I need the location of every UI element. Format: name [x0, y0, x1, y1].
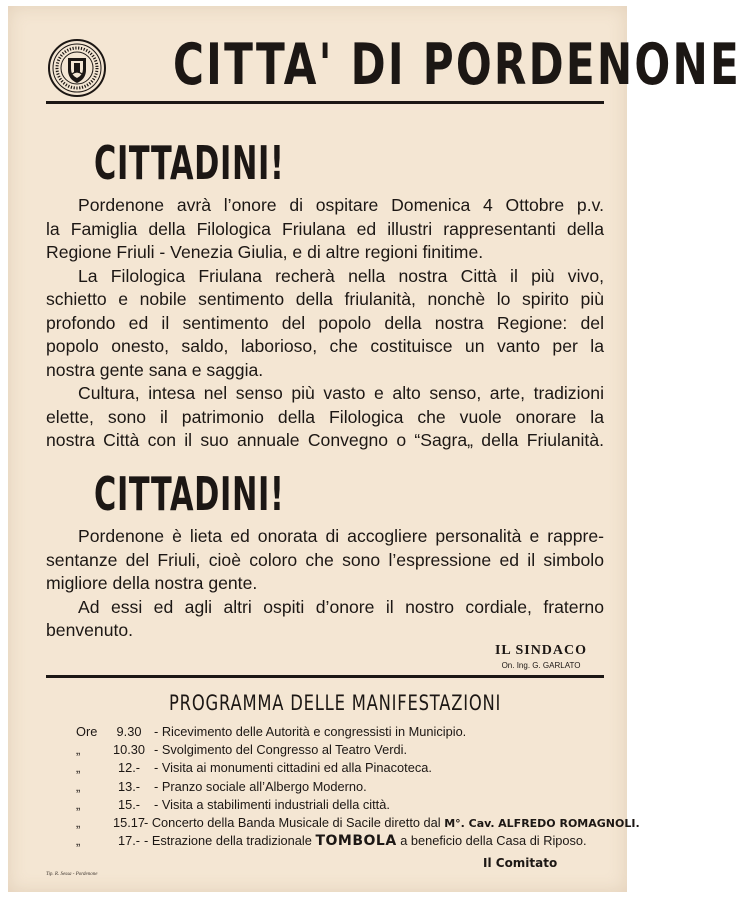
program-row-desc: - Visita a stabilimenti industriali della città. — [154, 796, 390, 812]
program-row-prefix: „ — [76, 760, 81, 776]
section2-line: benvenuto. — [46, 620, 134, 640]
section1-line: La Filologica Friulana recherà nella nostra Città il più vivo, — [78, 265, 604, 286]
section1-line: profondo ed il sentimento del popolo della nostra Regione: del — [46, 312, 604, 333]
printer-imprint: Tip. R. Sessa - Pordenone — [46, 872, 98, 877]
seal-icon — [50, 41, 104, 95]
section2-line: Pordenone è lieta ed onorata di accogliere personalità e rappre- — [78, 526, 604, 546]
program-row-text: a beneficio della Casa di Riposo. — [400, 833, 587, 849]
program-row-prefix: „ — [76, 814, 81, 830]
program-row — [76, 741, 606, 759]
program-row — [76, 759, 606, 777]
program-row-prefix: „ — [76, 833, 81, 849]
section1-line: nostra Città con il suo annuale Convegno o “Sagra„ della Friulanità. — [46, 430, 604, 450]
program-row-desc: - Visita ai monumenti cittadini ed alla Pinacoteca. — [154, 760, 432, 776]
program-row-time: 12.- — [117, 760, 141, 776]
section2-line: Ad essi ed agli altri ospiti d’onore il nostro cordiale, fraterno — [78, 596, 604, 617]
poster-sheet — [8, 6, 741, 892]
committee-signature: Il Comitato — [483, 856, 558, 870]
signature-name: On. Ing. G. GARLATO — [501, 661, 581, 670]
program-row-time: 9.30 — [116, 724, 142, 739]
tombola-highlight: TOMBOLA — [315, 833, 397, 850]
section1-line: popolo onesto, saldo, laborioso, che costituisce un vanto per la — [46, 336, 604, 356]
section1-line: Cultura, intesa nel senso più vasto e alto senso, arte, tradizioni — [78, 383, 604, 403]
section1-text — [46, 194, 604, 453]
section1-line: elette, sono il patrimonio della Filologica che vuole onorare la — [46, 406, 604, 427]
section2-text — [46, 525, 604, 643]
program-title: PROGRAMMA DELLE MANIFESTAZIONI — [169, 691, 502, 715]
top-divider — [46, 101, 604, 104]
program-row-time: 15.- — [117, 796, 141, 812]
section2-line: migliore della nostra gente. — [46, 573, 258, 593]
city-title: CITTA' DI PORDENONE — [173, 32, 741, 98]
signature-title: IL SINDACO — [494, 643, 588, 658]
section1-line: Pordenone avrà l’onore di ospitare Domenica 4 Ottobre p.v. — [78, 195, 604, 215]
city-seal-emblem — [48, 39, 106, 97]
program-row — [76, 723, 606, 741]
program-row-text: - Estrazione della tradizionale — [144, 833, 312, 849]
program-row-desc: - Pranzo sociale all’Albergo Moderno. — [154, 778, 367, 794]
section1-line: la Famiglia della Filologica Friulana ed illustri rappresentanti della — [46, 218, 604, 239]
section1-line: nostra gente sana e saggia. — [46, 359, 264, 380]
program-row-time: 10.30 — [112, 742, 146, 758]
program-row-desc: - Svolgimento del Congresso al Teatro Verdi. — [154, 742, 407, 758]
conductor-name: ALFREDO ROMAGNOLI. — [498, 816, 640, 830]
section1-line: Regione Friuli - Venezia Giulia, e di altre regioni finitime. — [46, 242, 484, 262]
program-row-time: 17.- — [117, 833, 141, 849]
program-row-prefix: „ — [76, 742, 81, 758]
program-row-text: - Concerto della Banda Musicale di Sacile diretto dal — [144, 814, 441, 830]
program-row-desc: - Ricevimento delle Autorità e congressisti in Municipio. — [154, 724, 467, 739]
section1-line: schietto e nobile sentimento della friulanità, nonchè lo spirito più — [46, 289, 604, 309]
program-row — [76, 778, 606, 796]
program-row-prefix: Ore — [76, 724, 98, 739]
program-list — [76, 723, 640, 850]
section1-heading: CITTADINI! — [94, 136, 285, 190]
program-row-time: 15.17 — [112, 814, 146, 830]
program-row-prefix: „ — [76, 778, 81, 794]
program-row-time: 13.- — [117, 778, 141, 794]
program-row-desc — [144, 832, 587, 850]
program-row-prefix: „ — [76, 796, 81, 812]
program-row — [76, 832, 606, 850]
program-row — [76, 814, 640, 832]
conductor-honorific: M°. Cav. — [444, 816, 495, 830]
program-row — [76, 796, 606, 814]
section2-line: sentanze del Friuli, cioè coloro che sono l’espressione ed il simbolo — [46, 549, 604, 570]
program-divider — [46, 675, 604, 678]
section2-heading: CITTADINI! — [94, 467, 285, 521]
program-row-desc — [144, 814, 640, 833]
